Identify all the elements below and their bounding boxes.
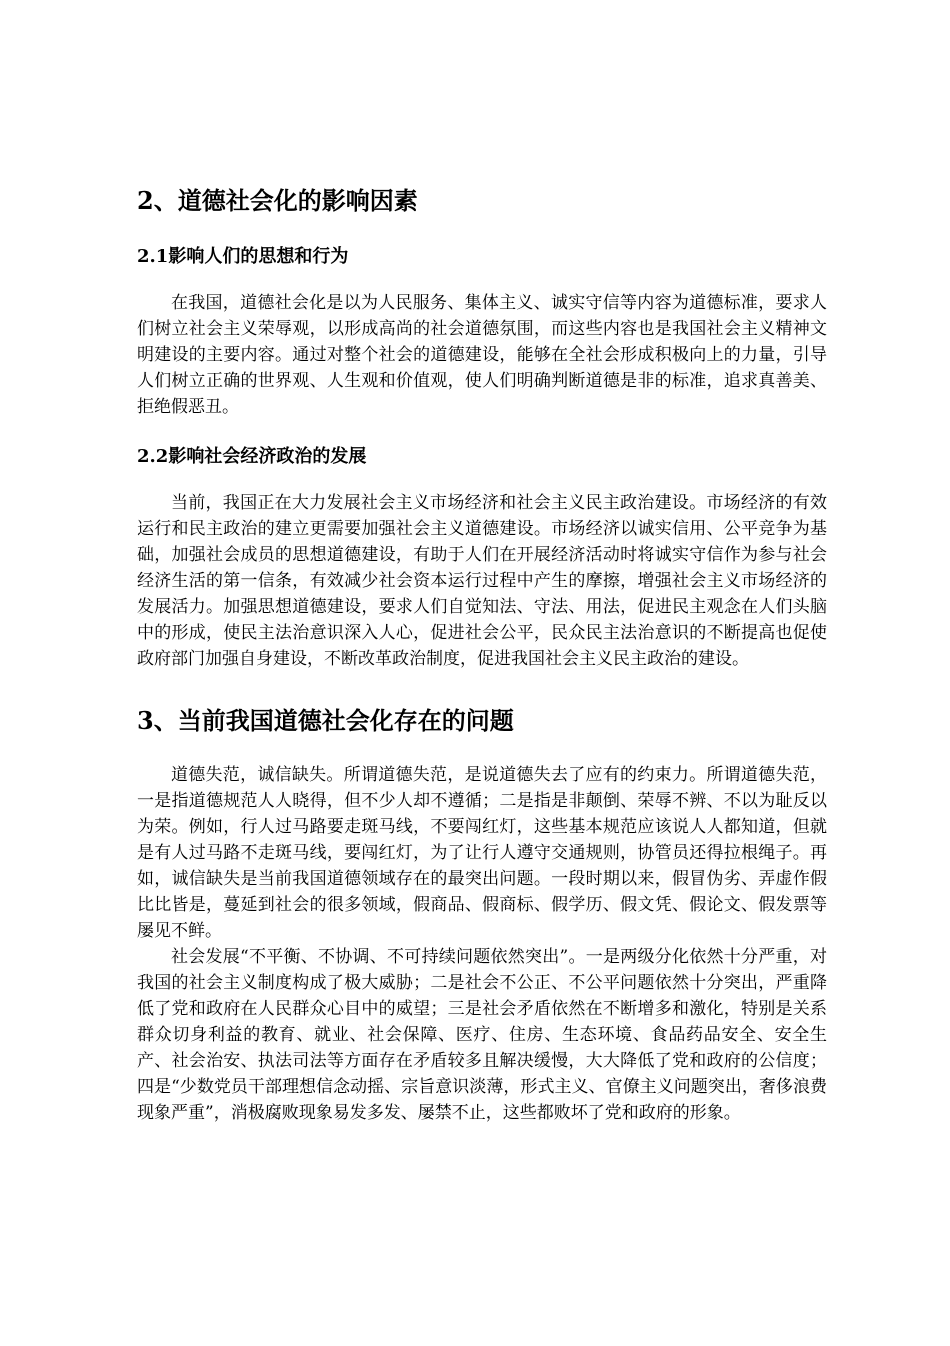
- section-2-2-heading: 2.2影响社会经济政治的发展: [137, 446, 367, 467]
- section-3-paragraph-2: 社会发展“不平衡、不协调、不可持续问题依然突出”。一是两级分化依然十分严重，对我国的社会主义制度构成了极大威胁；二是社会不公正、不公平问题依然十分突出，严重降低了党和政府在人民群众心目中的威望；三是社会矛盾依然在不断增多和激化，特别是关系群众切身利益的教育、就业、社会保障、医疗、住房、生态环境、食品药品安全、安全生产、社会治安、执法司法等方面存在矛盾较多且解决缓慢，大大降低了党和政府的公信度；四是“少数党员干部理想信念动摇、宗旨意识淡薄，形式主义、官僚主义问题突出，奢侈浪费现象严重”，消极腐败现象易发多发、屡禁不止，这些都败坏了党和政府的形象。: [137, 947, 827, 1123]
- section-2-2-paragraph: 当前，我国正在大力发展社会主义市场经济和社会主义民主政治建设。市场经济的有效运行和民主政治的建立更需要加强社会主义道德建设。市场经济以诚实信用、公平竞争为基础，加强社会成员的思想道德建设，有助于人们在开展经济活动时将诚实守信作为参与社会经济生活的第一信条，有效减少社会资本运行过程中产生的摩擦，增强社会主义市场经济的发展活力。加强思想道德建设，要求人们自觉知法、守法、用法，促进民主观念在人们头脑中的形成，使民主法治意识深入人心，促进社会公平，民众民主法治意识的不断提高也促使政府部门加强自身建设，不断改革政治制度，促进我国社会主义民主政治的建设。: [137, 493, 827, 669]
- document-page: [137, 178, 827, 1126]
- section-2-1-heading: 2.1影响人们的思想和行为: [137, 246, 349, 267]
- section-2-1-paragraph: 在我国，道德社会化是以为人民服务、集体主义、诚实守信等内容为道德标准，要求人们树立社会主义荣辱观，以形成高尚的社会道德氛围，而这些内容也是我国社会主义精神文明建设的主要内容。通过对整个社会的道德建设，能够在全社会形成积极向上的力量，引导人们树立正确的世界观、人生观和价值观，使人们明确判断道德是非的标准，追求真善美、拒绝假恶丑。: [137, 293, 827, 417]
- section-3-paragraph-1: 道德失范，诚信缺失。所谓道德失范，是说道德失去了应有的约束力。所谓道德失范，一是指道德规范人人晓得，但不少人却不遵循；二是指是非颠倒、荣辱不辨、不以为耻反以为荣。例如，行人过马路要走斑马线，不要闯红灯，这些基本规范应该说人人都知道，但就是有人过马路不走斑马线，要闯红灯，为了让行人遵守交通规则，协管员还得拉根绳子。再如，诚信缺失是当前我国道德领域存在的最突出问题。一段时期以来，假冒伪劣、弄虚作假比比皆是，蔓延到社会的很多领域，假商品、假商标、假学历、假文凭、假论文、假发票等屡见不鲜。: [137, 765, 827, 941]
- section-3-heading: 3、当前我国道德社会化存在的问题: [137, 706, 514, 735]
- section-2-heading: 2、道德社会化的影响因素: [137, 186, 418, 215]
